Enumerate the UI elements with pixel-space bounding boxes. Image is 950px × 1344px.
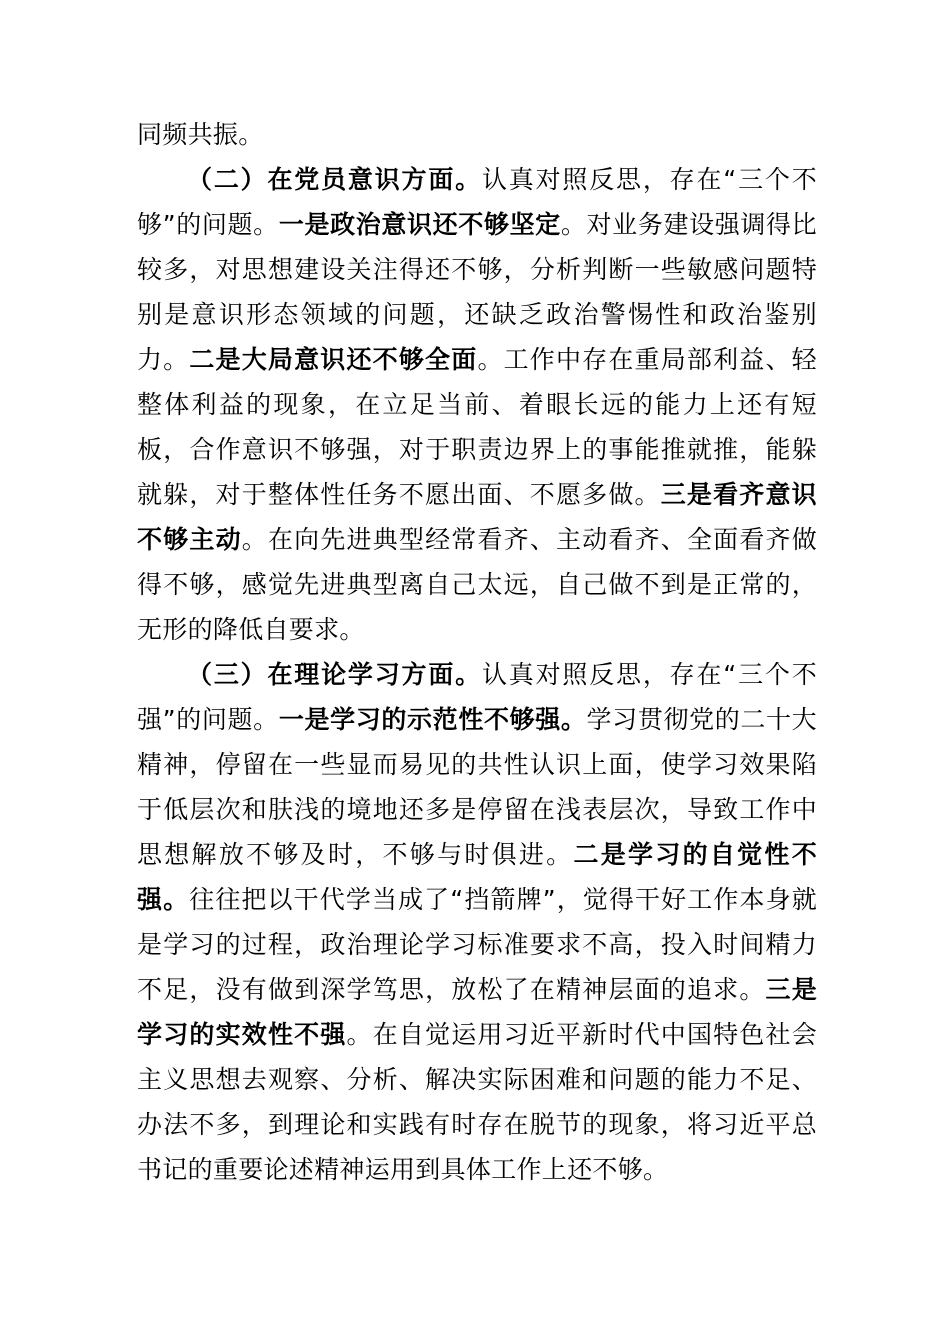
point-heading: 三是看齐意识不够主动 <box>137 480 817 554</box>
text-segment: 认真对照反思，存在“三个不够”的问题。 <box>137 165 817 239</box>
section-heading-3: （三）在理论学习方面。 <box>187 660 482 689</box>
text-segment: 。对业务建设强调得比较多，对思想建设关注得还不够，分析判断一些敏感问题特别是意识形态领域的问题，还缺乏政治警惕性和政治鉴别力。 <box>137 210 817 374</box>
point-heading: 一是学习的示范性不够强。 <box>278 705 587 734</box>
document-page <box>137 112 817 1192</box>
point-heading: 二是学习的自觉性不强。 <box>137 840 817 914</box>
text-segment: 。在自觉运用习近平新时代中国特色社会主义思想去观察、分析、解决实际困难和问题的能力不足、办法不多，到理论和实践有时存在脱节的现象，将习近平总书记的重要论述精神运用到具体工作上还不够。 <box>137 1020 818 1184</box>
text-segment: 往往把以干代学当成了“挡箭牌”，觉得干好工作本身就是学习的过程，政治理论学习标准要求不高，投入时间精力不足，没有做到深学笃思，放松了在精神层面的追求。 <box>137 885 817 1004</box>
text-segment: 认真对照反思，存在“三个不强”的问题。 <box>137 660 817 734</box>
text-segment: 。在向先进典型经常看齐、主动看齐、全面看齐做得不够，感觉先进典型离自己太远，自己做不到是正常的，无形的降低自要求。 <box>137 525 818 644</box>
text-segment: 学习贯彻党的二十大精神，停留在一些显而易见的共性认识上面，使学习效果陷于低层次和肤浅的境地还多是停留在浅表层次，导致工作中思想解放不够及时，不够与时俱进。 <box>137 705 817 869</box>
text-segment: 。工作中存在重局部利益、轻整体利益的现象，在立足当前、着眼长远的能力上还有短板，合作意识不够强，对于职责边界上的事能推就推，能躲就躲，对于整体性任务不愿出面、不愿多做。 <box>137 345 817 509</box>
paragraph-continuation <box>137 112 817 157</box>
text-segment: 同频共振。 <box>137 120 264 149</box>
paragraph-party-member-awareness <box>137 157 817 652</box>
point-heading: 二是大局意识还不够全面 <box>189 345 478 374</box>
point-heading: 三是学习的实效性不强 <box>137 975 818 1049</box>
paragraph-theory-study <box>137 652 817 1192</box>
section-heading-2: （二）在党员意识方面。 <box>187 165 482 194</box>
point-heading: 一是政治意识还不够坚定 <box>278 210 561 239</box>
